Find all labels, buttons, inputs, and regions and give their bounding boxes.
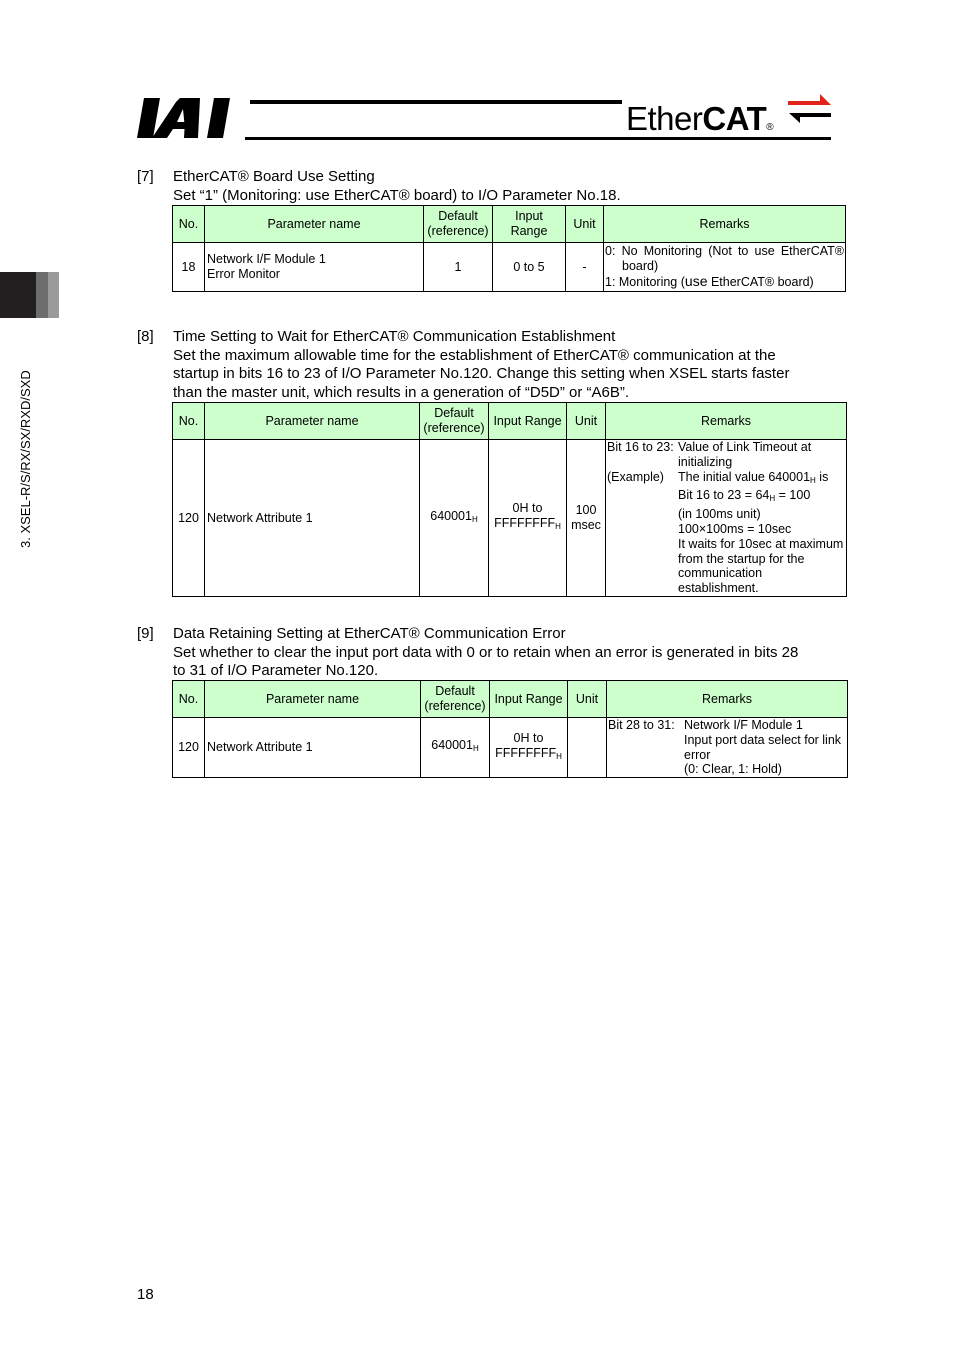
table-row <box>173 440 847 597</box>
cell-remarks: Bit 16 to 23: (Example) Value of Link Timeout at initializing The initial value $640001_H$ is Bit 16 to $23 = 64_H = 100$ (in 100ms unit) 100×100ms = 10sec It waits for 10sec at maximum from the startup for the communication establishment. <box>606 440 847 597</box>
section-title: Data Retaining Setting at EtherCAT® Communication Error <box>173 625 566 642</box>
page-number: 18 <box>137 1286 154 1303</box>
cell-remarks: Bit 28 to 31: Network I/F Module 1 Input port data select for link error (0: Clear, 1: Hold) <box>607 718 848 778</box>
header-unit: Unit <box>568 681 607 718</box>
cell-no: 120 <box>173 440 205 597</box>
header-default: Default (reference) <box>421 681 490 718</box>
header-no: No. <box>173 206 205 243</box>
ethercat-logo <box>626 91 832 137</box>
cell-unit <box>568 718 607 778</box>
section-text-line: Set the maximum allowable time for the establishment of EtherCAT® communication at the <box>173 346 776 364</box>
header-default: Default (reference) <box>420 403 489 440</box>
chapter-label: 3. XSEL-R/S/RX/SX/RXD/SXD <box>18 370 33 548</box>
section-text-line: startup in bits 16 to 23 of I/O Parameter No.120. Change this setting when XSEL starts faster <box>173 365 790 382</box>
ethercat-logo-reg: ® <box>766 122 774 133</box>
header-parameter-name: Parameter name <box>205 403 420 440</box>
cell-parameter-name: Network Attribute 1 <box>205 440 420 597</box>
section-text-line: Set “1” (Monitoring: use EtherCAT® board) to I/O Parameter No.18. <box>173 186 621 204</box>
cell-input-range: 0H to $FFFFFFFF_H$ <box>489 440 567 597</box>
cell-default: $640001_H$ <box>420 440 489 597</box>
header-unit: Unit <box>566 206 604 243</box>
cell-unit: 100 msec <box>567 440 606 597</box>
parameter-table-120-bits16-23 <box>172 402 847 597</box>
header-no: No. <box>173 403 205 440</box>
section-title: EtherCAT® Board Use Setting <box>173 168 375 185</box>
table-row <box>173 243 846 292</box>
ethercat-logo-part2: CAT <box>702 100 767 137</box>
cell-remarks: 0: No Monitoring (Not to use EtherCAT® board) 1: Monitoring (use EtherCAT® board) <box>604 243 846 292</box>
table-row <box>173 718 848 778</box>
section-number: [9] <box>137 625 154 642</box>
section-text-line: than the master unit, which results in a generation of “D5D” or “A6B”. <box>173 383 630 401</box>
section-text-line: to 31 of I/O Parameter No.120. <box>173 662 379 679</box>
chapter-tab-shade-light <box>48 272 59 318</box>
cell-no: 120 <box>173 718 205 778</box>
header-rule-top <box>250 100 622 104</box>
header-remarks: Remarks <box>606 403 847 440</box>
section-number: [8] <box>137 328 154 345</box>
header-input-range: Input Range <box>490 681 568 718</box>
cell-default: 1 <box>424 243 493 292</box>
header-no: No. <box>173 681 205 718</box>
iai-logo <box>136 96 244 140</box>
cell-unit: - <box>566 243 604 292</box>
section-number: [7] <box>137 168 154 185</box>
header-input-range: Input Range <box>493 206 566 243</box>
header-remarks: Remarks <box>607 681 848 718</box>
cell-no: 18 <box>173 243 205 292</box>
header-remarks: Remarks <box>604 206 846 243</box>
chapter-tab <box>0 272 36 318</box>
header-parameter-name: Parameter name <box>205 681 421 718</box>
header-unit: Unit <box>567 403 606 440</box>
cell-default: $640001_H$ <box>421 718 490 778</box>
parameter-table-18 <box>172 205 846 292</box>
chapter-tab-shade <box>36 272 48 318</box>
section-text-line: Set whether to clear the input port data with 0 or to retain when an error is generated in bits 28 <box>173 643 799 661</box>
section-title: Time Setting to Wait for EtherCAT® Communication Establishment <box>173 328 616 345</box>
header-input-range: Input Range <box>489 403 567 440</box>
parameter-table-120-bits28-31 <box>172 680 848 778</box>
ethercat-arrow-icon <box>786 91 832 125</box>
cell-input-range: 0H to $FFFFFFFF_H$ <box>490 718 568 778</box>
header-default: Default (reference) <box>424 206 493 243</box>
header-parameter-name: Parameter name <box>205 206 424 243</box>
cell-parameter-name: Network I/F Module 1 Error Monitor <box>205 243 424 292</box>
ethercat-logo-part1: Ether <box>626 100 703 137</box>
cell-parameter-name: Network Attribute 1 <box>205 718 421 778</box>
cell-input-range: 0 to 5 <box>493 243 566 292</box>
